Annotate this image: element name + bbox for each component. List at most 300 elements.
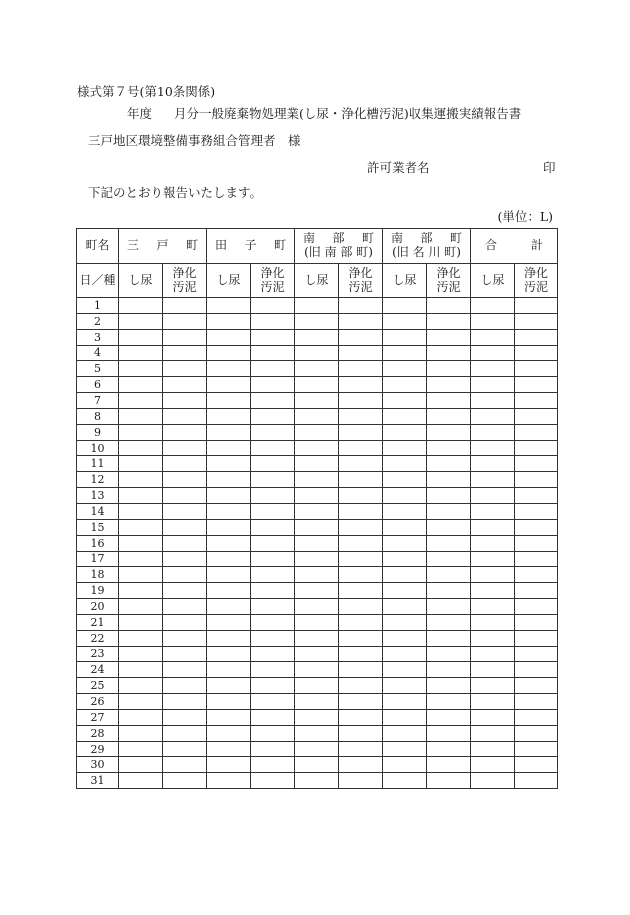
entry-cell-johka-odei[interactable] [339,741,383,757]
entry-cell-shinyo[interactable] [383,488,427,504]
entry-cell-shinyo[interactable] [207,329,251,345]
entry-cell-johka-odei[interactable] [427,424,471,440]
entry-cell-johka-odei[interactable] [251,599,295,615]
entry-cell-shinyo[interactable] [119,440,163,456]
entry-cell-shinyo[interactable] [119,393,163,409]
entry-cell-johka-odei[interactable] [339,298,383,314]
entry-cell-shinyo[interactable] [295,773,339,789]
entry-cell-johka-odei[interactable] [339,646,383,662]
entry-cell-shinyo[interactable] [295,488,339,504]
entry-cell-johka-odei[interactable] [339,583,383,599]
entry-cell-johka-odei[interactable] [251,393,295,409]
entry-cell-johka-odei[interactable] [163,503,207,519]
entry-cell-johka-odei[interactable] [251,472,295,488]
entry-cell-johka-odei[interactable] [163,393,207,409]
entry-cell-shinyo[interactable] [383,551,427,567]
entry-cell-johka-odei[interactable] [515,440,558,456]
entry-cell-johka-odei[interactable] [515,646,558,662]
entry-cell-johka-odei[interactable] [339,709,383,725]
entry-cell-shinyo[interactable] [383,535,427,551]
entry-cell-shinyo[interactable] [119,741,163,757]
entry-cell-johka-odei[interactable] [515,377,558,393]
entry-cell-shinyo[interactable] [383,630,427,646]
entry-cell-johka-odei[interactable] [427,567,471,583]
entry-cell-johka-odei[interactable] [515,662,558,678]
entry-cell-johka-odei[interactable] [515,329,558,345]
entry-cell-shinyo[interactable] [295,583,339,599]
entry-cell-shinyo[interactable] [119,599,163,615]
entry-cell-johka-odei[interactable] [515,488,558,504]
entry-cell-shinyo[interactable] [383,313,427,329]
entry-cell-shinyo[interactable] [119,757,163,773]
entry-cell-shinyo[interactable] [295,329,339,345]
entry-cell-shinyo[interactable] [207,424,251,440]
entry-cell-johka-odei[interactable] [515,345,558,361]
entry-cell-shinyo[interactable] [119,519,163,535]
entry-cell-johka-odei[interactable] [163,614,207,630]
entry-cell-shinyo[interactable] [383,519,427,535]
entry-cell-shinyo[interactable] [383,741,427,757]
entry-cell-shinyo[interactable] [383,440,427,456]
entry-cell-shinyo[interactable] [383,583,427,599]
entry-cell-shinyo[interactable] [471,329,515,345]
entry-cell-johka-odei[interactable] [251,488,295,504]
entry-cell-shinyo[interactable] [471,678,515,694]
entry-cell-shinyo[interactable] [295,741,339,757]
entry-cell-shinyo[interactable] [207,630,251,646]
entry-cell-shinyo[interactable] [207,345,251,361]
entry-cell-shinyo[interactable] [119,614,163,630]
entry-cell-shinyo[interactable] [471,393,515,409]
entry-cell-johka-odei[interactable] [515,456,558,472]
entry-cell-shinyo[interactable] [471,614,515,630]
entry-cell-shinyo[interactable] [383,694,427,710]
entry-cell-shinyo[interactable] [383,393,427,409]
entry-cell-shinyo[interactable] [119,313,163,329]
entry-cell-johka-odei[interactable] [339,535,383,551]
entry-cell-johka-odei[interactable] [515,361,558,377]
entry-cell-johka-odei[interactable] [339,519,383,535]
entry-cell-shinyo[interactable] [471,361,515,377]
entry-cell-shinyo[interactable] [207,725,251,741]
entry-cell-shinyo[interactable] [295,757,339,773]
entry-cell-shinyo[interactable] [295,725,339,741]
entry-cell-shinyo[interactable] [471,488,515,504]
entry-cell-shinyo[interactable] [119,329,163,345]
entry-cell-johka-odei[interactable] [427,440,471,456]
entry-cell-johka-odei[interactable] [515,725,558,741]
entry-cell-johka-odei[interactable] [163,440,207,456]
entry-cell-shinyo[interactable] [119,630,163,646]
entry-cell-shinyo[interactable] [471,551,515,567]
entry-cell-johka-odei[interactable] [339,599,383,615]
entry-cell-johka-odei[interactable] [251,662,295,678]
entry-cell-johka-odei[interactable] [427,694,471,710]
entry-cell-shinyo[interactable] [471,408,515,424]
entry-cell-johka-odei[interactable] [163,377,207,393]
entry-cell-shinyo[interactable] [119,662,163,678]
entry-cell-shinyo[interactable] [471,757,515,773]
entry-cell-johka-odei[interactable] [427,408,471,424]
entry-cell-johka-odei[interactable] [427,757,471,773]
entry-cell-johka-odei[interactable] [163,424,207,440]
entry-cell-shinyo[interactable] [207,662,251,678]
entry-cell-shinyo[interactable] [471,694,515,710]
entry-cell-shinyo[interactable] [383,377,427,393]
entry-cell-johka-odei[interactable] [427,551,471,567]
entry-cell-johka-odei[interactable] [427,361,471,377]
entry-cell-shinyo[interactable] [471,456,515,472]
entry-cell-shinyo[interactable] [471,630,515,646]
entry-cell-shinyo[interactable] [471,472,515,488]
entry-cell-johka-odei[interactable] [251,456,295,472]
entry-cell-johka-odei[interactable] [251,519,295,535]
entry-cell-shinyo[interactable] [295,662,339,678]
entry-cell-shinyo[interactable] [119,298,163,314]
entry-cell-johka-odei[interactable] [427,329,471,345]
entry-cell-shinyo[interactable] [207,741,251,757]
entry-cell-shinyo[interactable] [119,725,163,741]
entry-cell-johka-odei[interactable] [339,694,383,710]
entry-cell-johka-odei[interactable] [163,472,207,488]
entry-cell-johka-odei[interactable] [515,773,558,789]
entry-cell-johka-odei[interactable] [427,614,471,630]
entry-cell-shinyo[interactable] [295,503,339,519]
entry-cell-shinyo[interactable] [295,709,339,725]
entry-cell-johka-odei[interactable] [427,313,471,329]
entry-cell-johka-odei[interactable] [515,519,558,535]
entry-cell-johka-odei[interactable] [163,662,207,678]
entry-cell-johka-odei[interactable] [515,535,558,551]
entry-cell-johka-odei[interactable] [427,519,471,535]
entry-cell-shinyo[interactable] [207,599,251,615]
entry-cell-johka-odei[interactable] [339,725,383,741]
entry-cell-shinyo[interactable] [207,393,251,409]
entry-cell-shinyo[interactable] [383,408,427,424]
entry-cell-johka-odei[interactable] [339,567,383,583]
entry-cell-johka-odei[interactable] [251,551,295,567]
entry-cell-shinyo[interactable] [471,773,515,789]
entry-cell-johka-odei[interactable] [515,678,558,694]
entry-cell-shinyo[interactable] [295,313,339,329]
entry-cell-johka-odei[interactable] [427,709,471,725]
entry-cell-shinyo[interactable] [207,298,251,314]
entry-cell-johka-odei[interactable] [163,535,207,551]
entry-cell-shinyo[interactable] [119,567,163,583]
entry-cell-johka-odei[interactable] [251,424,295,440]
entry-cell-johka-odei[interactable] [163,329,207,345]
entry-cell-shinyo[interactable] [207,408,251,424]
entry-cell-shinyo[interactable] [295,393,339,409]
entry-cell-shinyo[interactable] [119,583,163,599]
entry-cell-johka-odei[interactable] [251,377,295,393]
entry-cell-johka-odei[interactable] [251,630,295,646]
entry-cell-shinyo[interactable] [383,456,427,472]
entry-cell-johka-odei[interactable] [163,313,207,329]
entry-cell-shinyo[interactable] [207,773,251,789]
entry-cell-shinyo[interactable] [207,694,251,710]
entry-cell-shinyo[interactable] [383,298,427,314]
entry-cell-johka-odei[interactable] [427,345,471,361]
entry-cell-johka-odei[interactable] [163,599,207,615]
entry-cell-johka-odei[interactable] [163,567,207,583]
entry-cell-shinyo[interactable] [471,424,515,440]
entry-cell-johka-odei[interactable] [339,472,383,488]
entry-cell-shinyo[interactable] [119,535,163,551]
entry-cell-johka-odei[interactable] [427,503,471,519]
entry-cell-johka-odei[interactable] [339,329,383,345]
entry-cell-johka-odei[interactable] [251,567,295,583]
entry-cell-shinyo[interactable] [119,456,163,472]
entry-cell-shinyo[interactable] [383,503,427,519]
entry-cell-shinyo[interactable] [471,377,515,393]
entry-cell-johka-odei[interactable] [163,519,207,535]
entry-cell-shinyo[interactable] [295,298,339,314]
entry-cell-johka-odei[interactable] [163,757,207,773]
entry-cell-johka-odei[interactable] [427,298,471,314]
entry-cell-shinyo[interactable] [207,709,251,725]
entry-cell-shinyo[interactable] [471,709,515,725]
entry-cell-shinyo[interactable] [471,535,515,551]
entry-cell-shinyo[interactable] [295,599,339,615]
entry-cell-shinyo[interactable] [295,408,339,424]
entry-cell-shinyo[interactable] [471,599,515,615]
entry-cell-shinyo[interactable] [207,535,251,551]
entry-cell-shinyo[interactable] [207,519,251,535]
entry-cell-shinyo[interactable] [119,646,163,662]
entry-cell-shinyo[interactable] [207,567,251,583]
entry-cell-johka-odei[interactable] [163,678,207,694]
entry-cell-shinyo[interactable] [207,503,251,519]
entry-cell-shinyo[interactable] [119,773,163,789]
entry-cell-shinyo[interactable] [119,361,163,377]
entry-cell-johka-odei[interactable] [515,630,558,646]
entry-cell-shinyo[interactable] [383,773,427,789]
entry-cell-johka-odei[interactable] [251,709,295,725]
entry-cell-johka-odei[interactable] [339,678,383,694]
entry-cell-johka-odei[interactable] [427,488,471,504]
entry-cell-johka-odei[interactable] [251,503,295,519]
entry-cell-shinyo[interactable] [295,519,339,535]
entry-cell-shinyo[interactable] [207,551,251,567]
entry-cell-shinyo[interactable] [119,472,163,488]
entry-cell-shinyo[interactable] [119,408,163,424]
entry-cell-johka-odei[interactable] [427,678,471,694]
entry-cell-shinyo[interactable] [383,472,427,488]
entry-cell-johka-odei[interactable] [251,361,295,377]
entry-cell-johka-odei[interactable] [515,298,558,314]
entry-cell-johka-odei[interactable] [163,456,207,472]
entry-cell-johka-odei[interactable] [515,424,558,440]
entry-cell-johka-odei[interactable] [427,472,471,488]
entry-cell-johka-odei[interactable] [427,377,471,393]
entry-cell-johka-odei[interactable] [339,424,383,440]
entry-cell-johka-odei[interactable] [515,503,558,519]
entry-cell-shinyo[interactable] [207,377,251,393]
entry-cell-johka-odei[interactable] [163,361,207,377]
entry-cell-shinyo[interactable] [471,583,515,599]
entry-cell-shinyo[interactable] [383,329,427,345]
entry-cell-shinyo[interactable] [383,361,427,377]
entry-cell-johka-odei[interactable] [339,757,383,773]
entry-cell-johka-odei[interactable] [163,694,207,710]
entry-cell-johka-odei[interactable] [427,662,471,678]
entry-cell-shinyo[interactable] [119,694,163,710]
entry-cell-johka-odei[interactable] [163,583,207,599]
entry-cell-shinyo[interactable] [119,345,163,361]
entry-cell-johka-odei[interactable] [515,393,558,409]
entry-cell-johka-odei[interactable] [339,662,383,678]
entry-cell-shinyo[interactable] [295,678,339,694]
entry-cell-shinyo[interactable] [383,646,427,662]
entry-cell-shinyo[interactable] [207,757,251,773]
entry-cell-johka-odei[interactable] [163,408,207,424]
entry-cell-johka-odei[interactable] [427,646,471,662]
entry-cell-johka-odei[interactable] [251,773,295,789]
entry-cell-shinyo[interactable] [471,725,515,741]
entry-cell-johka-odei[interactable] [515,599,558,615]
entry-cell-johka-odei[interactable] [515,408,558,424]
entry-cell-shinyo[interactable] [383,757,427,773]
entry-cell-shinyo[interactable] [383,599,427,615]
entry-cell-johka-odei[interactable] [515,757,558,773]
entry-cell-johka-odei[interactable] [251,614,295,630]
entry-cell-shinyo[interactable] [295,424,339,440]
entry-cell-johka-odei[interactable] [251,298,295,314]
entry-cell-shinyo[interactable] [383,678,427,694]
entry-cell-johka-odei[interactable] [427,630,471,646]
entry-cell-shinyo[interactable] [295,377,339,393]
entry-cell-shinyo[interactable] [471,345,515,361]
entry-cell-johka-odei[interactable] [515,567,558,583]
entry-cell-shinyo[interactable] [471,313,515,329]
entry-cell-johka-odei[interactable] [251,535,295,551]
entry-cell-johka-odei[interactable] [251,583,295,599]
entry-cell-johka-odei[interactable] [427,583,471,599]
entry-cell-shinyo[interactable] [119,488,163,504]
entry-cell-johka-odei[interactable] [515,694,558,710]
entry-cell-johka-odei[interactable] [251,440,295,456]
entry-cell-shinyo[interactable] [207,440,251,456]
entry-cell-shinyo[interactable] [207,313,251,329]
entry-cell-shinyo[interactable] [471,741,515,757]
entry-cell-johka-odei[interactable] [163,551,207,567]
entry-cell-shinyo[interactable] [383,614,427,630]
entry-cell-johka-odei[interactable] [515,472,558,488]
entry-cell-johka-odei[interactable] [339,440,383,456]
entry-cell-johka-odei[interactable] [339,361,383,377]
entry-cell-johka-odei[interactable] [163,709,207,725]
entry-cell-johka-odei[interactable] [515,709,558,725]
entry-cell-johka-odei[interactable] [251,741,295,757]
entry-cell-shinyo[interactable] [207,678,251,694]
entry-cell-johka-odei[interactable] [339,377,383,393]
entry-cell-johka-odei[interactable] [339,488,383,504]
entry-cell-johka-odei[interactable] [339,345,383,361]
entry-cell-shinyo[interactable] [119,551,163,567]
entry-cell-shinyo[interactable] [119,377,163,393]
entry-cell-johka-odei[interactable] [339,630,383,646]
entry-cell-johka-odei[interactable] [251,408,295,424]
entry-cell-johka-odei[interactable] [515,583,558,599]
entry-cell-johka-odei[interactable] [163,488,207,504]
entry-cell-johka-odei[interactable] [339,393,383,409]
entry-cell-johka-odei[interactable] [163,345,207,361]
entry-cell-shinyo[interactable] [207,488,251,504]
entry-cell-shinyo[interactable] [207,472,251,488]
entry-cell-johka-odei[interactable] [251,725,295,741]
entry-cell-shinyo[interactable] [207,614,251,630]
entry-cell-shinyo[interactable] [207,583,251,599]
entry-cell-johka-odei[interactable] [339,313,383,329]
entry-cell-johka-odei[interactable] [427,535,471,551]
entry-cell-shinyo[interactable] [471,519,515,535]
entry-cell-johka-odei[interactable] [163,725,207,741]
entry-cell-shinyo[interactable] [207,456,251,472]
entry-cell-johka-odei[interactable] [515,551,558,567]
entry-cell-johka-odei[interactable] [427,773,471,789]
entry-cell-johka-odei[interactable] [427,599,471,615]
entry-cell-shinyo[interactable] [207,646,251,662]
entry-cell-shinyo[interactable] [383,345,427,361]
entry-cell-johka-odei[interactable] [515,313,558,329]
entry-cell-shinyo[interactable] [295,551,339,567]
entry-cell-shinyo[interactable] [471,440,515,456]
entry-cell-shinyo[interactable] [119,678,163,694]
entry-cell-shinyo[interactable] [295,567,339,583]
entry-cell-johka-odei[interactable] [163,298,207,314]
entry-cell-shinyo[interactable] [295,614,339,630]
entry-cell-shinyo[interactable] [471,646,515,662]
entry-cell-shinyo[interactable] [383,709,427,725]
entry-cell-shinyo[interactable] [295,694,339,710]
entry-cell-shinyo[interactable] [295,472,339,488]
entry-cell-johka-odei[interactable] [251,694,295,710]
entry-cell-shinyo[interactable] [383,662,427,678]
entry-cell-johka-odei[interactable] [163,741,207,757]
entry-cell-shinyo[interactable] [295,345,339,361]
entry-cell-johka-odei[interactable] [251,313,295,329]
entry-cell-johka-odei[interactable] [427,725,471,741]
entry-cell-shinyo[interactable] [383,424,427,440]
entry-cell-johka-odei[interactable] [251,678,295,694]
entry-cell-shinyo[interactable] [471,503,515,519]
entry-cell-shinyo[interactable] [383,567,427,583]
entry-cell-shinyo[interactable] [119,424,163,440]
entry-cell-johka-odei[interactable] [515,741,558,757]
entry-cell-shinyo[interactable] [295,456,339,472]
entry-cell-johka-odei[interactable] [251,345,295,361]
entry-cell-johka-odei[interactable] [251,329,295,345]
entry-cell-johka-odei[interactable] [427,393,471,409]
entry-cell-johka-odei[interactable] [339,614,383,630]
entry-cell-johka-odei[interactable] [339,408,383,424]
entry-cell-johka-odei[interactable] [515,614,558,630]
entry-cell-shinyo[interactable] [207,361,251,377]
entry-cell-shinyo[interactable] [295,535,339,551]
entry-cell-shinyo[interactable] [471,298,515,314]
entry-cell-johka-odei[interactable] [339,773,383,789]
entry-cell-shinyo[interactable] [295,361,339,377]
entry-cell-johka-odei[interactable] [339,503,383,519]
entry-cell-shinyo[interactable] [295,440,339,456]
entry-cell-johka-odei[interactable] [339,456,383,472]
entry-cell-johka-odei[interactable] [163,630,207,646]
entry-cell-johka-odei[interactable] [427,456,471,472]
entry-cell-johka-odei[interactable] [427,741,471,757]
entry-cell-shinyo[interactable] [471,567,515,583]
entry-cell-shinyo[interactable] [383,725,427,741]
